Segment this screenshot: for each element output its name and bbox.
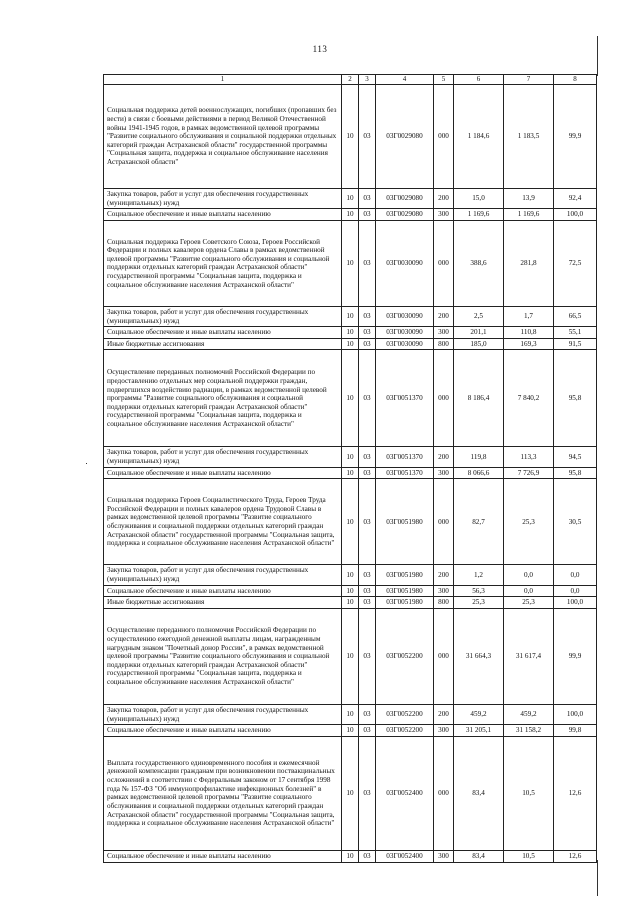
column-number-row [104,75,597,85]
planned-amount: 82,7 [454,479,504,565]
planned-amount: 83,4 [454,736,504,850]
planned-amount: 15,0 [454,189,504,209]
row-description: Социальное обеспечение и иные выплаты населению [104,467,342,479]
row-description: Социальная поддержка детей военнослужащих, погибших (пропавших без вести) в связи с боевыми действиями в период Великой Отечественной войны 1941-1945 годов, в рамках ведомственной целевой программы "Развитие социального обслуживания и социальной поддержки отдельных категорий граждан Астраханской области" государственной программы "Социальная защита, поддержка и социальное обслуживание населения Астраханской области" [104,85,342,189]
table-row [104,704,597,724]
subsection-code: 03 [359,467,376,479]
row-description: Социальное обеспечение и иные выплаты населению [104,585,342,597]
table-row [104,736,597,850]
target-article-code: 03Г0029080 [376,85,434,189]
actual-amount: 0,0 [504,565,554,585]
row-description: Иные бюджетные ассигнования [104,597,342,609]
subsection-code: 03 [359,338,376,350]
execution-percent: 0,0 [554,565,597,585]
expense-type-code: 200 [434,306,454,326]
planned-amount: 185,0 [454,338,504,350]
row-description: Закупка товаров, работ и услуг для обеспечения государственных (муниципальных) нужд [104,306,342,326]
table-row [104,189,597,209]
expense-type-code: 200 [434,189,454,209]
planned-amount: 1 169,6 [454,209,504,221]
actual-amount: 10,5 [504,850,554,862]
target-article-code: 03Г0051370 [376,350,434,447]
expense-type-code: 200 [434,704,454,724]
execution-percent: 12,6 [554,736,597,850]
planned-amount: 56,3 [454,585,504,597]
planned-amount: 1 184,6 [454,85,504,189]
column-number: 8 [554,75,597,85]
planned-amount: 2,5 [454,306,504,326]
target-article-code: 03Г0052400 [376,736,434,850]
target-article-code: 03Г0051980 [376,565,434,585]
target-article-code: 03Г0051980 [376,479,434,565]
section-code: 10 [342,220,359,306]
expense-type-code: 300 [434,467,454,479]
expense-type-code: 000 [434,479,454,565]
table-row [104,467,597,479]
section-code: 10 [342,189,359,209]
section-code: 10 [342,467,359,479]
section-code: 10 [342,350,359,447]
target-article-code: 03Г0030090 [376,220,434,306]
section-code: 10 [342,447,359,467]
scan-edge-mark [597,36,598,76]
expense-type-code: 000 [434,736,454,850]
actual-amount: 31 158,2 [504,725,554,737]
row-description: Закупка товаров, работ и услуг для обеспечения государственных (муниципальных) нужд [104,704,342,724]
table-row [104,350,597,447]
target-article-code: 03Г0051980 [376,597,434,609]
target-article-code: 03Г0052200 [376,725,434,737]
column-number: 5 [434,75,454,85]
planned-amount: 31 664,3 [454,608,504,704]
actual-amount: 281,8 [504,220,554,306]
expense-type-code: 300 [434,209,454,221]
expense-type-code: 000 [434,350,454,447]
actual-amount: 7 726,9 [504,467,554,479]
target-article-code: 03Г0029080 [376,209,434,221]
actual-amount: 1 183,5 [504,85,554,189]
actual-amount: 10,5 [504,736,554,850]
subsection-code: 03 [359,704,376,724]
planned-amount: 31 205,1 [454,725,504,737]
section-code: 10 [342,597,359,609]
table-row [104,306,597,326]
actual-amount: 25,3 [504,479,554,565]
planned-amount: 25,3 [454,597,504,609]
actual-amount: 31 617,4 [504,608,554,704]
table-row [104,850,597,862]
subsection-code: 03 [359,189,376,209]
execution-percent: 91,5 [554,338,597,350]
planned-amount: 459,2 [454,704,504,724]
execution-percent: 100,0 [554,704,597,724]
execution-percent: 99,8 [554,725,597,737]
row-description: Осуществление переданных полномочий Российской Федерации по предоставлению отдельных мер социальной поддержки граждан, подвергшихся воздействию радиации, в рамках ведомственной целевой программы "Развитие социального обслуживания и социальной поддержки отдельных категорий граждан Астраханской области" государственной программы "Социальная защита, поддержка и социальное обслуживание населения Астраханской области" [104,350,342,447]
actual-amount: 459,2 [504,704,554,724]
planned-amount: 119,8 [454,447,504,467]
subsection-code: 03 [359,220,376,306]
execution-percent: 0,0 [554,585,597,597]
planned-amount: 83,4 [454,850,504,862]
row-description: Социальное обеспечение и иные выплаты населению [104,209,342,221]
actual-amount: 113,3 [504,447,554,467]
target-article-code: 03Г0052400 [376,850,434,862]
column-number: 4 [376,75,434,85]
section-code: 10 [342,565,359,585]
row-description: Социальное обеспечение и иные выплаты населению [104,725,342,737]
subsection-code: 03 [359,85,376,189]
column-number: 6 [454,75,504,85]
scan-edge-mark [597,860,598,896]
table-row [104,585,597,597]
expense-type-code: 800 [434,338,454,350]
column-number: 2 [342,75,359,85]
execution-percent: 99,9 [554,85,597,189]
table-row [104,608,597,704]
section-code: 10 [342,85,359,189]
subsection-code: 03 [359,447,376,467]
actual-amount: 169,3 [504,338,554,350]
target-article-code: 03Г0051980 [376,585,434,597]
section-code: 10 [342,736,359,850]
target-article-code: 03Г0052200 [376,704,434,724]
table-row [104,327,597,339]
target-article-code: 03Г0051370 [376,467,434,479]
section-code: 10 [342,338,359,350]
row-description: Закупка товаров, работ и услуг для обеспечения государственных (муниципальных) нужд [104,189,342,209]
subsection-code: 03 [359,350,376,447]
execution-percent: 99,9 [554,608,597,704]
row-description: Закупка товаров, работ и услуг для обеспечения государственных (муниципальных) нужд [104,447,342,467]
planned-amount: 8 186,4 [454,350,504,447]
subsection-code: 03 [359,736,376,850]
row-description: Социальное обеспечение и иные выплаты населению [104,850,342,862]
execution-percent: 100,0 [554,597,597,609]
page-number: 113 [312,44,328,54]
subsection-code: 03 [359,608,376,704]
row-description: Социальное обеспечение и иные выплаты населению [104,327,342,339]
execution-percent: 66,5 [554,306,597,326]
subsection-code: 03 [359,306,376,326]
target-article-code: 03Г0029080 [376,189,434,209]
expense-type-code: 300 [434,725,454,737]
execution-percent: 55,1 [554,327,597,339]
expense-type-code: 300 [434,850,454,862]
section-code: 10 [342,306,359,326]
subsection-code: 03 [359,327,376,339]
planned-amount: 1,2 [454,565,504,585]
actual-amount: 13,9 [504,189,554,209]
row-description: Социальная поддержка Героев Социалистического Труда, Героев Труда Российской Федерации и полных кавалеров ордена Трудовой Славы в рамках ведомственной целевой программы "Развитие социального обслуживания и социальной поддержки отдельных категорий граждан Астраханской области" государственной программы "Социальная защита, поддержка и социальное обслуживание населения Астраханской области" [104,479,342,565]
planned-amount: 388,6 [454,220,504,306]
section-code: 10 [342,209,359,221]
execution-percent: 30,5 [554,479,597,565]
row-description: Осуществление переданного полномочия Российской Федерации по осуществлению ежегодной денежной выплаты лицам, награжденным нагрудным знаком "Почетный донор России", в рамках ведомственной целевой программы "Развитие социального обслуживания и социальной поддержки отдельных категорий граждан Астраханской области" государственной программы "Социальная защита, поддержка и социальное обслуживание населения Астраханской области" [104,608,342,704]
row-description: Иные бюджетные ассигнования [104,338,342,350]
execution-percent: 72,5 [554,220,597,306]
expense-type-code: 000 [434,220,454,306]
execution-percent: 100,0 [554,209,597,221]
table-row [104,447,597,467]
row-description: Социальная поддержка Героев Советского Союза, Героев Российской Федерации и полных кавалеров ордена Славы в рамках ведомственной целевой программы "Развитие социального обслуживания и социальной поддержки отдельных категорий граждан Астраханской области" государственной программы "Социальная защита, поддержка и социальное обслуживание населения Астраханской области" [104,220,342,306]
actual-amount: 0,0 [504,585,554,597]
section-code: 10 [342,608,359,704]
section-code: 10 [342,327,359,339]
subsection-code: 03 [359,725,376,737]
target-article-code: 03Г0030090 [376,306,434,326]
target-article-code: 03Г0030090 [376,338,434,350]
budget-table [103,74,597,863]
execution-percent: 95,8 [554,350,597,447]
table-row [104,565,597,585]
actual-amount: 1 169,6 [504,209,554,221]
section-code: 10 [342,850,359,862]
scan-dot [86,463,87,464]
section-code: 10 [342,585,359,597]
table-row [104,209,597,221]
target-article-code: 03Г0052200 [376,608,434,704]
actual-amount: 110,8 [504,327,554,339]
expense-type-code: 200 [434,447,454,467]
table-row [104,725,597,737]
subsection-code: 03 [359,585,376,597]
subsection-code: 03 [359,209,376,221]
planned-amount: 8 066,6 [454,467,504,479]
table-row [104,85,597,189]
actual-amount: 1,7 [504,306,554,326]
expense-type-code: 200 [434,565,454,585]
target-article-code: 03Г0030090 [376,327,434,339]
column-number: 7 [504,75,554,85]
section-code: 10 [342,704,359,724]
expense-type-code: 000 [434,608,454,704]
actual-amount: 25,3 [504,597,554,609]
execution-percent: 12,6 [554,850,597,862]
subsection-code: 03 [359,479,376,565]
subsection-code: 03 [359,597,376,609]
target-article-code: 03Г0051370 [376,447,434,467]
execution-percent: 95,8 [554,467,597,479]
table-row [104,479,597,565]
expense-type-code: 000 [434,85,454,189]
expense-type-code: 800 [434,597,454,609]
row-description: Закупка товаров, работ и услуг для обеспечения государственных (муниципальных) нужд [104,565,342,585]
subsection-code: 03 [359,565,376,585]
section-code: 10 [342,479,359,565]
execution-percent: 92,4 [554,189,597,209]
table-row [104,338,597,350]
column-number: 1 [104,75,342,85]
planned-amount: 201,1 [454,327,504,339]
section-code: 10 [342,725,359,737]
execution-percent: 94,5 [554,447,597,467]
actual-amount: 7 840,2 [504,350,554,447]
expense-type-code: 300 [434,327,454,339]
subsection-code: 03 [359,850,376,862]
row-description: Выплата государственного единовременного пособия и ежемесячной денежной компенсации гражданам при возникновении поствакцинальных осложнений в соответствии с Федеральным законом от 17 сентября 1998 года № 157-ФЗ "Об иммунопрофилактике инфекционных болезней" в рамках ведомственной целевой программы "Развитие социального обслуживания и социальной поддержки отдельных категорий граждан Астраханской области" государственной программы "Социальная защита, поддержка и социальное обслуживание населения Астраханской области" [104,736,342,850]
table-row [104,597,597,609]
column-number: 3 [359,75,376,85]
expense-type-code: 300 [434,585,454,597]
table-row [104,220,597,306]
